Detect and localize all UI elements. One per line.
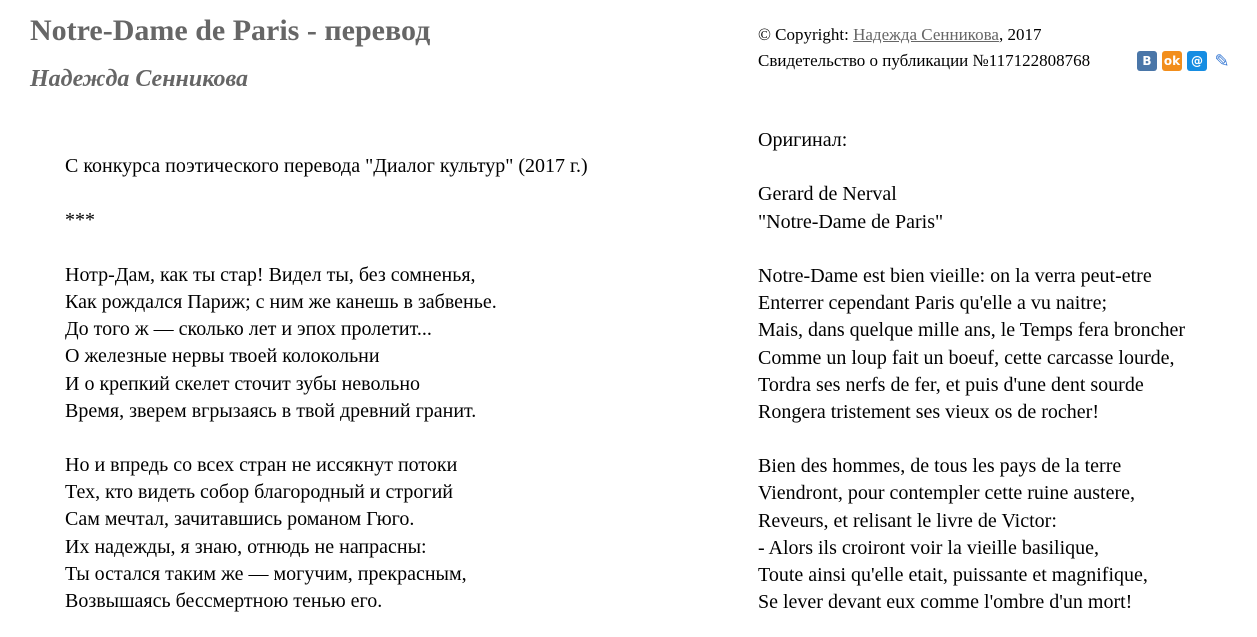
poem-line: Их надежды, я знаю, отнюдь не напрасны: <box>65 535 427 558</box>
poem-line: Toute ainsi qu'elle etait, puissante et magnifique, <box>758 564 1148 586</box>
poem-line: Возвышаясь бессмертною тенью его. <box>65 590 383 612</box>
poem-line: Как рождался Париж; с ним же канешь в забвенье. <box>65 290 497 313</box>
stars-separator: *** <box>65 209 95 232</box>
poem-line: И о крепкий скелет сточит зубы невольно <box>65 372 421 395</box>
poem-line: Rongera tristement ses vieux os de rocher! <box>758 400 1100 423</box>
poem-line: Тех, кто видеть собор благородный и строгий <box>65 481 453 504</box>
poem-line: Время, зверем вгрызаясь в твой древний гранит. <box>65 399 477 422</box>
poem-line: Comme un loup fait un boeuf, cette carcasse lourde, <box>758 346 1175 369</box>
vk-icon[interactable]: B <box>1137 51 1157 71</box>
poem-line: Viendront, pour contempler cette ruine austere, <box>758 482 1135 505</box>
poem-line: Notre-Dame est bien vieille: on la verra peut-etre <box>758 264 1152 287</box>
copyright-prefix: © Copyright: <box>758 25 854 44</box>
poem-line: До того ж — сколько лет и эпох пролетит... <box>65 318 432 341</box>
copyright-block <box>758 22 1090 74</box>
poem-line: Mais, dans quelque mille ans, le Temps fera broncher <box>758 319 1185 342</box>
author-name: Надежда Сенникова <box>30 66 249 92</box>
contest-intro: С конкурса поэтического перевода "Диалог культур" (2017 г.) <box>65 155 588 177</box>
poem-line: Enterrer cependant Paris qu'elle a vu naitre; <box>758 292 1108 315</box>
poem-line: Ты остался таким же — могучим, прекрасным, <box>65 562 467 585</box>
poem-line: Но и впредь со всех стран не иссякнут потоки <box>65 454 458 477</box>
poem-line: О железные нервы твоей колокольни <box>65 345 380 368</box>
author-link[interactable]: Надежда Сенникова <box>853 25 999 44</box>
poem-line: - Alors ils croiront voir la vieille basilique, <box>758 536 1100 559</box>
original-label: Оригинал: <box>758 129 848 151</box>
original-text <box>758 127 1185 616</box>
poem-line: Reveurs, et relisant le livre de Victor: <box>758 509 1057 532</box>
page-title: Notre-Dame de Paris - перевод <box>30 14 431 47</box>
copyright-year: , 2017 <box>998 25 1042 44</box>
poem-line: Сам мечтал, зачитавшись романом Гюго. <box>65 508 415 531</box>
edit-icon[interactable]: ✎ <box>1214 50 1230 72</box>
poem-line: Нотр-Дам, как ты стар! Видел ты, без сомненья, <box>65 263 476 286</box>
original-poem-title: "Notre-Dame de Paris" <box>758 210 944 233</box>
mail-icon[interactable]: @ <box>1187 51 1207 71</box>
poem-line: Se lever devant eux comme l'ombre d'un mort! <box>758 591 1133 614</box>
translation-text <box>65 153 588 615</box>
poem-line: Bien des hommes, de tous les pays de la terre <box>758 455 1122 478</box>
copyright-line <box>758 22 1090 48</box>
poem-line: Tordra ses nerfs de fer, et puis d'une dent sourde <box>758 373 1144 396</box>
share-buttons <box>1137 51 1232 71</box>
odnoklassniki-icon[interactable]: ok <box>1162 51 1182 71</box>
publication-certificate: Свидетельство о публикации №117122808768 <box>758 51 1091 70</box>
original-poet: Gerard de Nerval <box>758 183 897 206</box>
